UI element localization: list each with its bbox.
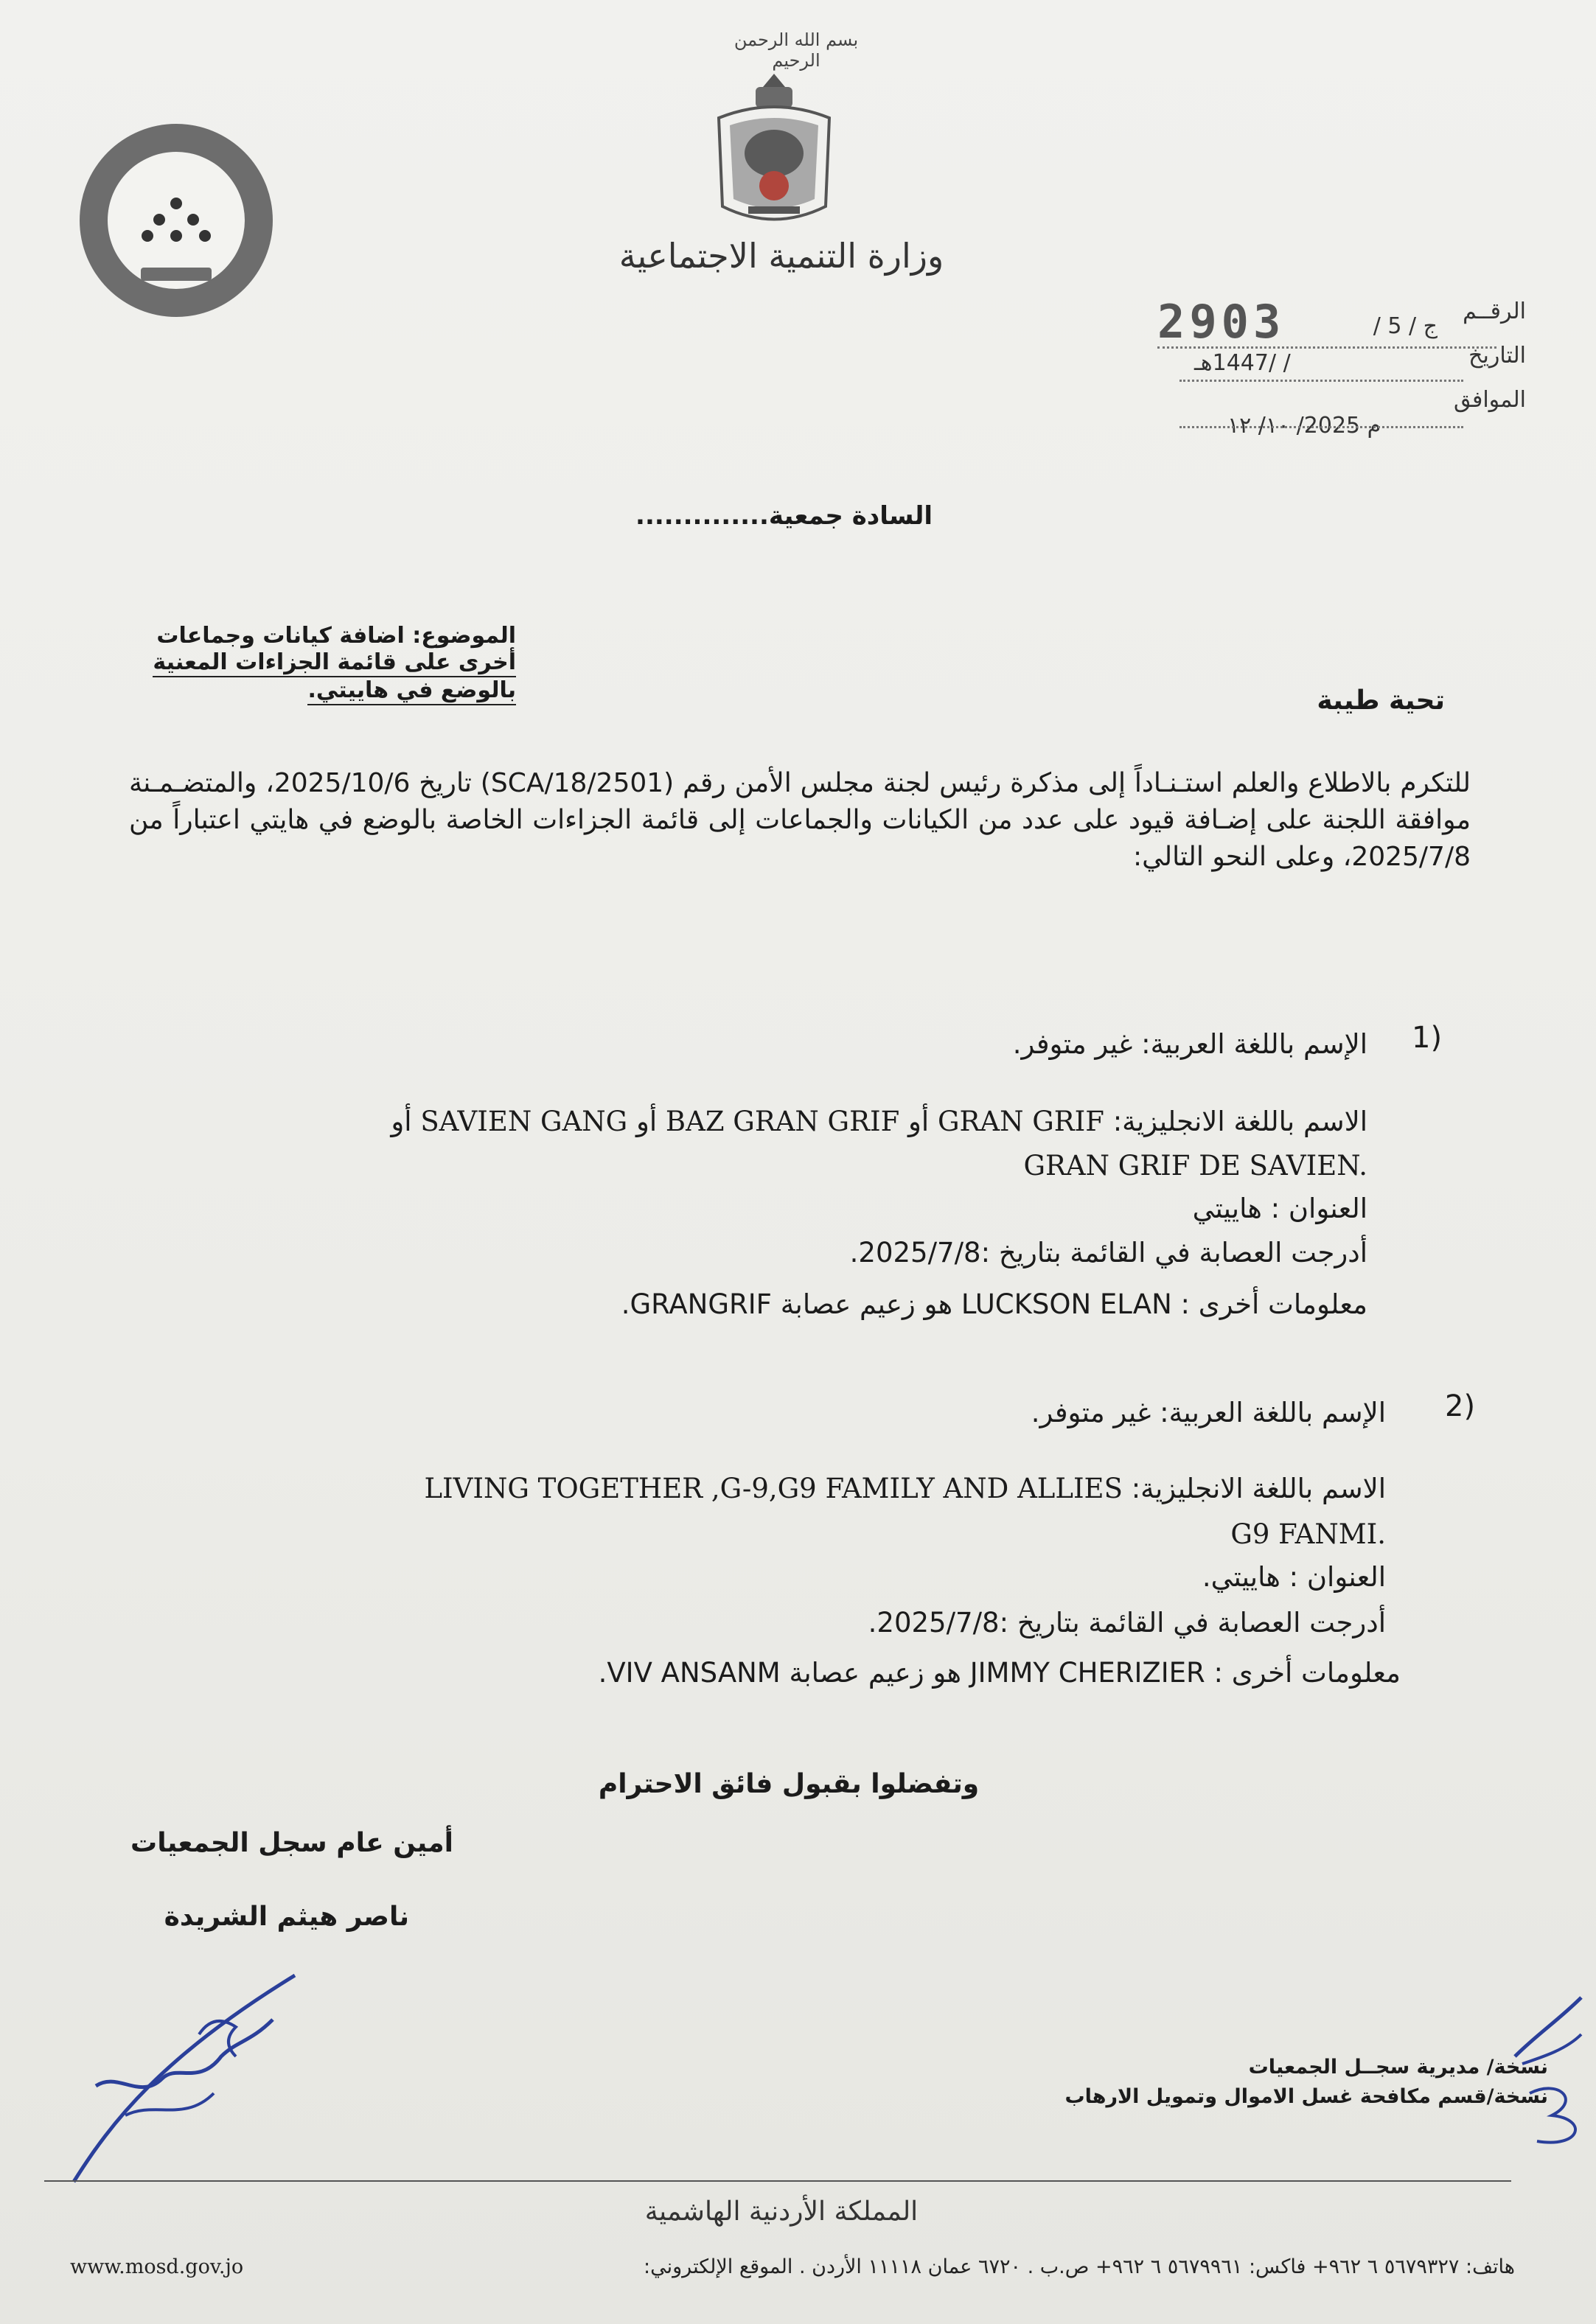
gregorian-date: م 2025/ ١٠/ ١٢ [1227,413,1381,439]
signatory-title: أمين عام سجل الجمعيات [130,1828,453,1858]
jordan-coat-of-arms-emblem [704,66,844,236]
signatory-name: ناصر هيثم الشريدة [164,1902,409,1932]
item-2-english-name-cont: G9 FANMI. [1230,1518,1386,1550]
footer-kingdom: المملكة الأردنية الهاشمية [644,2196,919,2227]
seal-of-excellence-logo [80,124,273,317]
item-2-number: 2) [1445,1389,1476,1423]
item-1-address: العنوان : هاييتي [1192,1193,1367,1224]
ref-code: ج / 5 / [1373,313,1438,339]
item-1-listed-date: أدرجت العصابة في القائمة بتاريخ :2025/7/8. [849,1237,1367,1269]
item-2-address: العنوان : هاييتي. [1202,1561,1386,1593]
subject-line-3: بالوضع في هاييتي. [307,677,516,705]
footer-divider [44,2180,1511,2182]
item-1-number: 1) [1412,1021,1443,1055]
seal-stars-icon [80,124,273,317]
initials-marks [1508,1990,1592,2152]
gregorian-date-label: الموافق [1453,387,1526,413]
copies-block [1032,2053,1548,2112]
closing-phrase: وتفضلوا بقبول فائق الاحترام [598,1769,980,1799]
hijri-date-label: التاريخ [1468,343,1526,369]
website-link[interactable]: www.mosd.gov.jo [70,2255,244,2278]
item-1-other-info: معلومات أخرى : LUCKSON ELAN هو زعيم عصابة GRANGRIF. [621,1288,1367,1320]
ref-number: 2903 [1157,295,1286,349]
item-1-english-name: الاسم باللغة الانجليزية: GRAN GRIF أو BAZ GRAN GRIF أو SAVIEN GANG أو [391,1106,1367,1137]
copy-line-1: نسخة/ مديرية سجــل الجمعيات [1248,2056,1548,2079]
greeting: تحية طيبة [1317,685,1445,716]
subject-line-1: الموضوع: اضافة كيانات وجماعات [156,623,516,649]
item-2-other-info: معلومات أخرى : JIMMY CHERIZIER هو زعيم عصابة VIV ANSANM. [598,1657,1401,1689]
item-1-arabic-name: الإسم باللغة العربية: غير متوفر. [1012,1028,1367,1060]
hijri-date: / /1447هـ [1194,350,1291,376]
ref-number-label: الرقــم [1463,299,1526,324]
footer-contact [70,2255,1515,2278]
body-paragraph: للتكرم بالاطلاع والعلم استـنـاداً إلى مذكرة رئيس لجنة مجلس الأمن رقم (SCA/18/2501) تاريخ 2025/10/6، والمتضـمـنة موافقة اللجنة على إضـافة قيود على عدد من الكيانات والجماعات إلى قائمة الجزاءات الخاصة بالوضع في هايتي اعتباراً من 2025/7/8، وعلى النحو التالي: [129,768,1471,872]
footer-address: هاتف: ٥٦٧٩٣٢٧ ٦ ٩٦٢+ فاكس: ٥٦٧٩٩٦١ ٦ ٩٦٢+ ص.ب . ٦٧٢٠ عمان ١١١١٨ الأردن . الموقع الإلكتروني: [644,2255,1515,2278]
handwritten-signature [52,1931,317,2196]
item-1-english-name-cont: GRAN GRIF DE SAVIEN. [1023,1150,1367,1182]
item-2-listed-date: أدرجت العصابة في القائمة بتاريخ :2025/7/8. [868,1607,1386,1639]
item-2-arabic-name: الإسم باللغة العربية: غير متوفر. [1031,1397,1386,1428]
basmala: بسم الله الرحمن الرحيم [733,29,859,71]
addressee: السادة جمعية.............. [635,501,933,531]
subject-block [147,623,516,705]
subject-line-2: أخرى على قائمة الجزاءات المعنية [153,649,516,677]
ministry-name: وزارة التنمية الاجتماعية [618,236,944,276]
copy-line-2: نسخة/قسم مكافحة غسل الاموال وتمويل الارهاب [1064,2085,1548,2108]
item-2-english-name: الاسم باللغة الانجليزية: LIVING TOGETHER ,G-9,G9 FAMILY AND ALLIES [424,1473,1386,1504]
